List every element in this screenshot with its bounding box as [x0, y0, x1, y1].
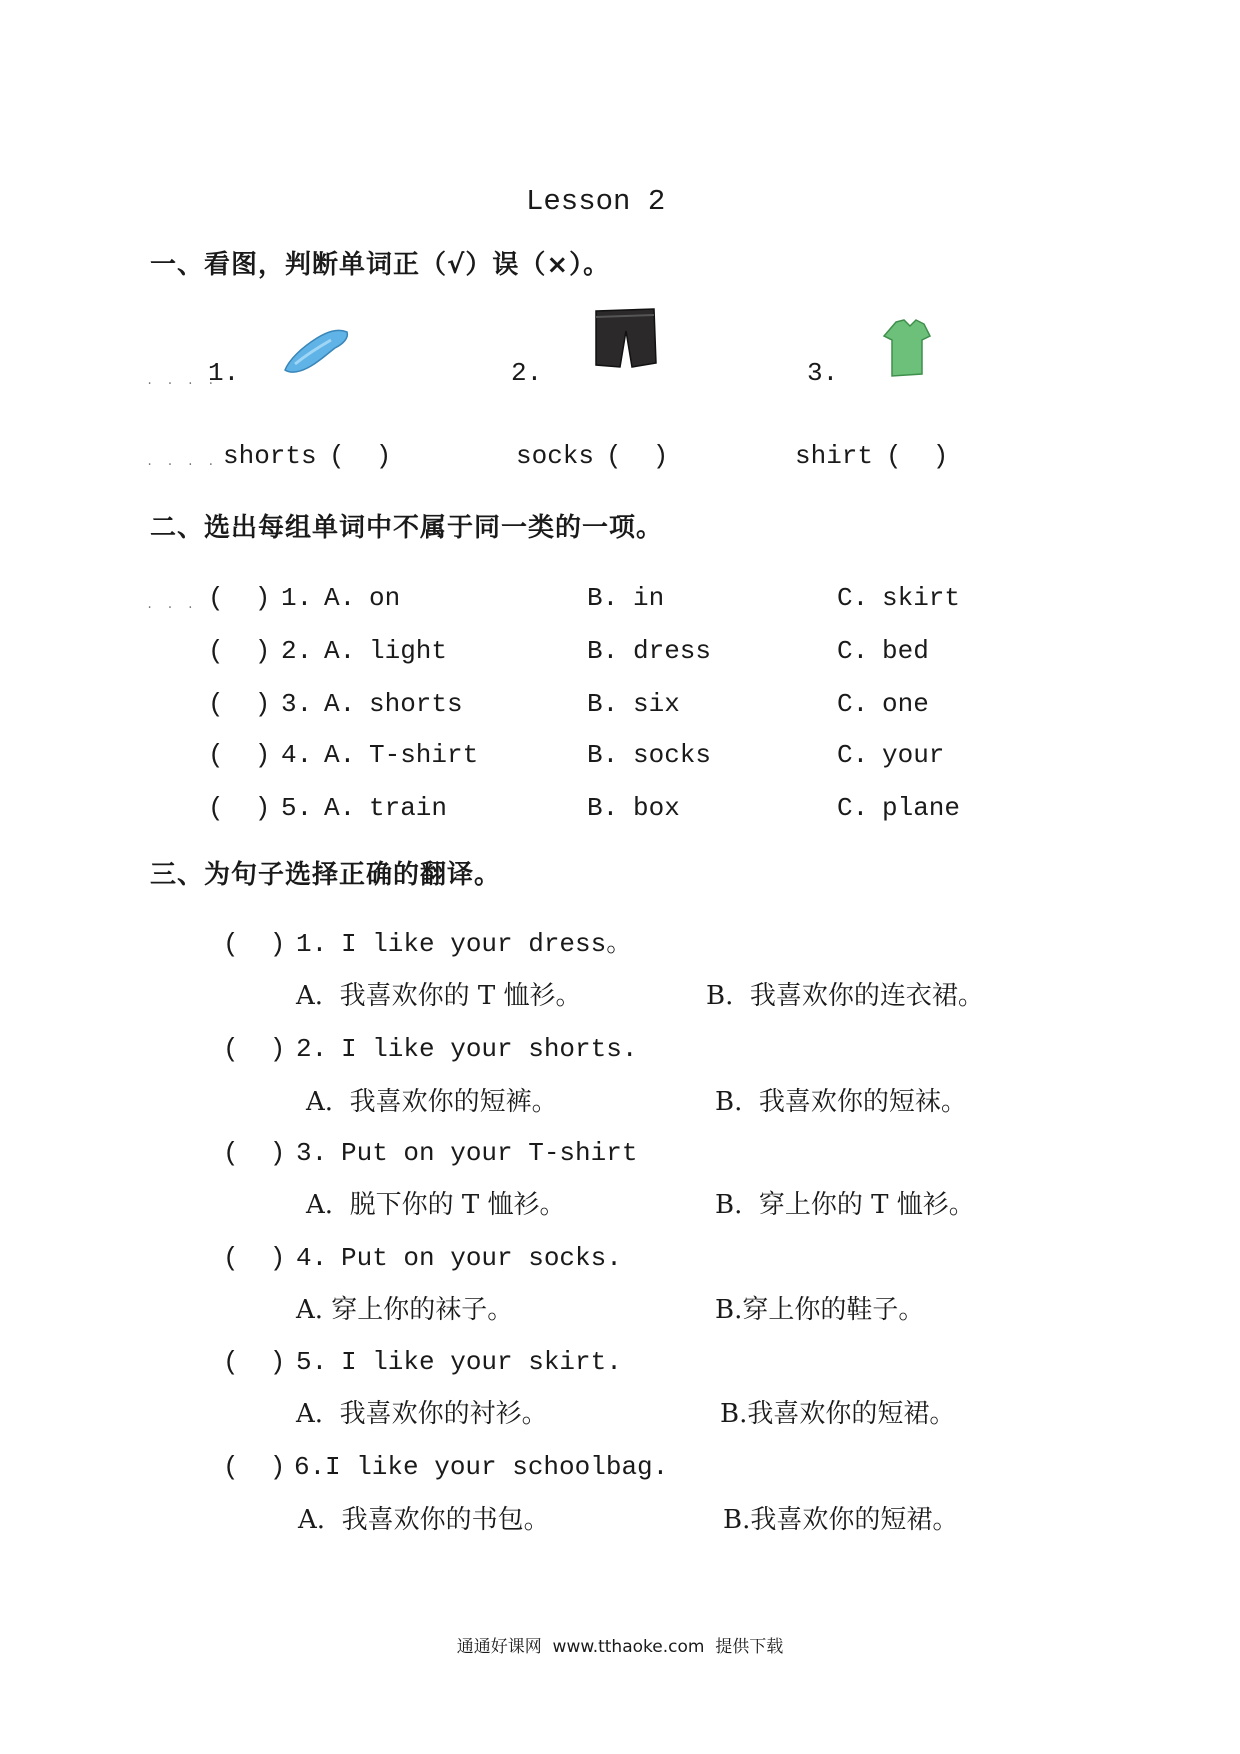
answer-blank: ( ) [208, 636, 271, 666]
option-a-word: T-shirt [369, 740, 479, 770]
english-sentence: I like your skirt. [341, 1347, 622, 1377]
option-b-word: socks [633, 740, 712, 770]
item-number: 3. [296, 1138, 328, 1168]
answer-blank: ( ) [223, 929, 286, 959]
option-c-word: one [882, 689, 929, 719]
option-a-label: A. [324, 583, 356, 613]
leading-dots: . . . . [146, 374, 218, 388]
picture-word-1: shorts [223, 441, 317, 471]
row-number: 5. [281, 793, 313, 823]
picture-number-3: 3. [807, 358, 839, 388]
english-sentence: Put on your socks. [341, 1243, 622, 1273]
option-b: B. 穿上你的 T 恤衫。 [715, 1190, 975, 1220]
answer-blank: ( ) [223, 1138, 286, 1168]
english-sentence: Put on your T-shirt [341, 1138, 638, 1168]
row-number: 3. [281, 689, 313, 719]
answer-blank: ( ) [208, 583, 271, 613]
option-b: B. 我喜欢你的连衣裙。 [706, 981, 984, 1011]
option-a: A. 我喜欢你的 T 恤衫。 [296, 981, 582, 1011]
option-a-word: light [369, 636, 448, 666]
row-number: 1. [281, 583, 313, 613]
item-number: 5. [296, 1347, 328, 1377]
picture-number-1: 1. [208, 358, 240, 388]
option-c-label: C. [837, 793, 869, 823]
row-number: 2. [281, 636, 313, 666]
option-a: A. 穿上你的袜子。 [296, 1295, 514, 1325]
option-c-label: C. [837, 583, 869, 613]
option-a: A. 脱下你的 T 恤衫。 [306, 1190, 566, 1220]
option-b-label: B. [587, 689, 619, 719]
picture-number-2: 2. [511, 358, 543, 388]
option-a-word: on [369, 583, 401, 613]
leading-dots: . . . [146, 598, 198, 612]
option-a-label: A. [324, 689, 356, 719]
option-c-word: your [882, 740, 945, 770]
answer-blank-1: ( ) [329, 441, 392, 471]
option-b-word: in [633, 583, 665, 613]
option-a-label: A. [324, 636, 356, 666]
section1-heading: 一、看图，判断单词正（√）误（×）。 [150, 250, 611, 280]
page-title: Lesson 2 [526, 185, 666, 218]
english-sentence: I like your dress。 [341, 929, 633, 959]
answer-blank-3: ( ) [886, 441, 949, 471]
option-c-word: bed [882, 636, 929, 666]
option-b: B.我喜欢你的短裙。 [720, 1399, 956, 1429]
option-b: B.我喜欢你的短裙。 [723, 1505, 959, 1535]
section3-heading: 三、为句子选择正确的翻译。 [150, 860, 502, 890]
row-number: 4. [281, 740, 313, 770]
option-b: B.穿上你的鞋子。 [715, 1295, 925, 1325]
english-sentence: I like your schoolbag. [325, 1452, 669, 1482]
shirt-shape [884, 320, 930, 376]
option-b: B. 我喜欢你的短袜。 [715, 1087, 967, 1117]
leading-dots: . . . . [146, 455, 218, 469]
option-b-word: box [633, 793, 680, 823]
option-a: A. 我喜欢你的短裤。 [306, 1087, 558, 1117]
option-a: A. 我喜欢你的衬衫。 [296, 1399, 548, 1429]
answer-blank: ( ) [223, 1034, 286, 1064]
picture-word-2: socks [516, 441, 595, 471]
picture-word-3: shirt [795, 441, 874, 471]
option-a: A. 我喜欢你的书包。 [298, 1505, 550, 1535]
shoe-shape [285, 330, 347, 372]
shirt-image [882, 318, 932, 378]
option-b-label: B. [587, 793, 619, 823]
shorts-shape [596, 309, 656, 367]
option-b-word: six [633, 689, 680, 719]
option-a-word: shorts [369, 689, 463, 719]
option-a-word: train [369, 793, 448, 823]
answer-blank: ( ) [223, 1243, 286, 1273]
option-c-word: plane [882, 793, 961, 823]
item-number: 4. [296, 1243, 328, 1273]
shorts-image [592, 307, 658, 369]
option-a-label: A. [324, 740, 356, 770]
answer-blank: ( ) [208, 793, 271, 823]
answer-blank: ( ) [208, 689, 271, 719]
option-c-label: C. [837, 689, 869, 719]
option-b-label: B. [587, 636, 619, 666]
option-b-word: dress [633, 636, 712, 666]
page-footer: 通通好课网 www.tthaoke.com 提供下载 [456, 1637, 784, 1657]
answer-blank: ( ) [223, 1452, 286, 1482]
answer-blank-2: ( ) [606, 441, 669, 471]
option-a-label: A. [324, 793, 356, 823]
option-c-word: skirt [882, 583, 961, 613]
section2-heading: 二、选出每组单词中不属于同一类的一项。 [150, 513, 664, 543]
option-c-label: C. [837, 740, 869, 770]
shoe-image [281, 326, 351, 374]
item-number: 6. [294, 1452, 326, 1482]
option-c-label: C. [837, 636, 869, 666]
option-b-label: B. [587, 583, 619, 613]
item-number: 2. [296, 1034, 328, 1064]
item-number: 1. [296, 929, 328, 959]
english-sentence: I like your shorts. [341, 1034, 638, 1064]
answer-blank: ( ) [223, 1347, 286, 1377]
answer-blank: ( ) [208, 740, 271, 770]
option-b-label: B. [587, 740, 619, 770]
